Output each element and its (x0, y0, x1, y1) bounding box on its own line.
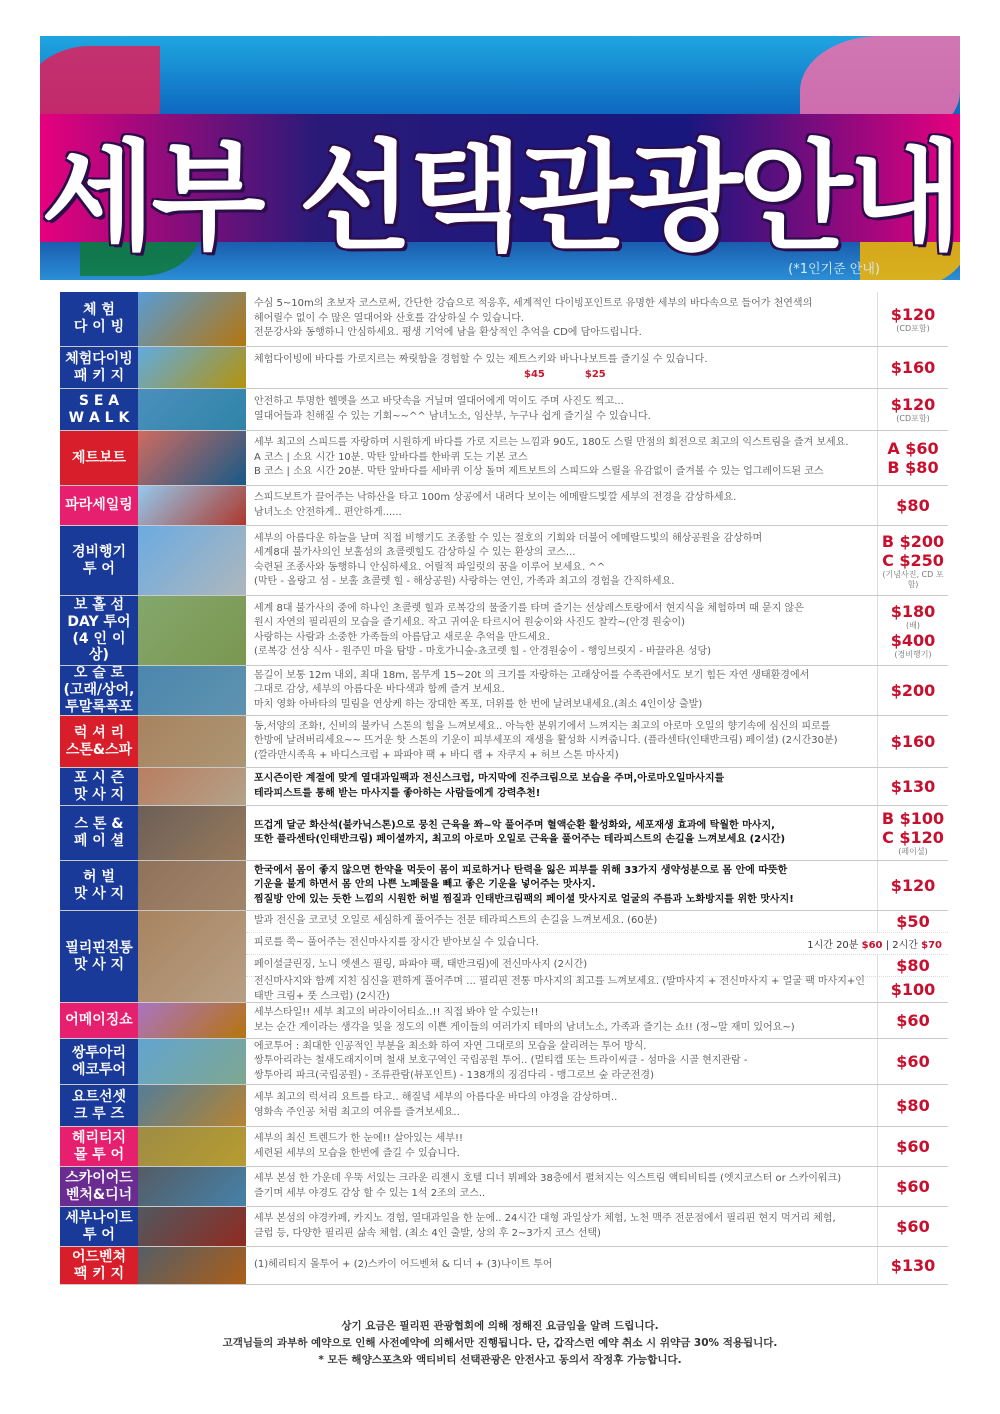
description-line: 세부의 아름다운 하늘을 날며 직접 비행기도 조종할 수 있는 절호의 기회와 더불어 에메랄드빛의 해상공원을 감상하며 (254, 532, 763, 544)
footer-line: * 모든 해양스포츠와 액티비티 선택관광은 안전사고 동의서 작정후 가능합니다. (318, 1353, 682, 1366)
price-cell (878, 389, 948, 430)
description-line: 마치 영화 아바타의 밀림을 연상케 하는 장대한 폭포, 더위를 한 번에 날려보내세요.(최소 4인이상 출발) (254, 698, 703, 710)
price: B $100 (881, 809, 945, 829)
description-line: 열대어들과 친해질 수 있는 기회~~^^ 남녀노소, 임산부, 누구나 쉽게 즐기실 수 있습니다. (254, 410, 651, 422)
price: $130 (890, 1255, 936, 1275)
description-line: 즐기며 세부 야경도 감상 할 수 있는 1석 2조의 코스.. (254, 1187, 486, 1199)
tour-row (60, 716, 948, 768)
tour-photo (138, 1207, 246, 1246)
price: $60 (896, 1010, 930, 1030)
tour-photo (138, 431, 246, 485)
description-line: 세부의 최신 트렌드가 한 눈에!! 살아있는 세부!! (254, 1133, 463, 1144)
tour-photo (138, 486, 246, 525)
description-line: 포시즌이란 계절에 맞게 열대과일팩과 전신스크럽, 마지막에 진주크림으로 보습을 주며,아로마오일마사지를 (254, 773, 725, 784)
description-line: 기운을 불게 하면서 몸 안의 나쁜 노폐물을 빼고 좋은 기운을 넣어주는 맛사지. (254, 879, 596, 891)
tour-photo (138, 806, 246, 860)
tour-photo (138, 347, 246, 388)
tour-photo (138, 526, 246, 595)
tour-row (60, 768, 948, 806)
header-banner (40, 36, 960, 280)
description-line: 테라피스트를 통해 받는 마사지를 좋아하는 사람들에게 강력추천! (254, 787, 541, 799)
tour-description (246, 292, 877, 346)
tour-description (246, 1247, 877, 1284)
massage-option (246, 911, 948, 933)
tour-photo (138, 716, 246, 767)
tour-description (246, 1039, 877, 1084)
description-line: 한방에 날려버리세요~~ 뜨거운 핫 스톤의 기운이 피부세포의 재생을 활성화 시켜줍니다. (플라센타(인태반크림) 페이셜) (2시간30분) (254, 735, 838, 747)
tour-description (246, 486, 877, 525)
tour-description (246, 431, 877, 485)
tour-row (60, 1167, 948, 1207)
price-cell (878, 806, 948, 860)
option-description: 피로를 쭉~ 풀어주는 전신마사지를 장시간 받아보실 수 있습니다. (254, 937, 539, 949)
description-line: 에코투어 : 최대한 인공적인 부분을 최소화 하여 자연 그대로의 모습을 살리려는 투어 방식. (254, 1040, 647, 1052)
description-line: (로복강 선상 식사 - 원주민 마을 탐방 - 마호가니숲-쵸코렛 힐 - 안경원숭이 - 행잉브릿지 - 바끌라욘 성당) (254, 646, 712, 657)
sub-price: $25 (584, 368, 606, 380)
description-line: 쌍투아리 파크(국립공원) - 조류관람(뷰포인트) - 138개의 징검다리 - 맹그로브 숲 라군전경) (254, 1069, 654, 1081)
description-line: 세계8대 불가사의인 보홀섬의 쵸콜렛힐도 감상하실 수 있는 환상의 코스... (254, 547, 576, 558)
tour-photo (138, 389, 246, 430)
tour-photo (138, 292, 246, 346)
tour-row (60, 486, 948, 526)
tour-photo (138, 1039, 246, 1084)
price: C $250 (882, 550, 944, 570)
price-note: (CD포함) (896, 323, 930, 333)
tour-row (60, 1247, 948, 1285)
description-line: 영화속 주인공 처럼 최고의 여유를 즐겨보세요.. (254, 1106, 460, 1118)
tour-photo (138, 1167, 246, 1206)
price-note: (페이셜) (898, 847, 928, 857)
tour-row (60, 806, 948, 861)
description-line: 뜨겁게 달군 화산석(불카닉스톤)으로 뭉친 근육을 쫘~악 풀어주며 혈액순환 활성화와, 세포재생 효과에 탁월한 마사지, (254, 819, 775, 831)
tour-name: 럭 셔 리 스톤&스파 (60, 716, 138, 767)
price-cell (878, 431, 948, 485)
tour-photo (138, 666, 246, 715)
description-line: 숙련된 조종사와 동행하니 안심하세요. 어릴적 파일럿의 꿈을 이루어 보세요. ^^ (254, 561, 606, 573)
price-note: (기념사진, CD 포함) (882, 570, 944, 589)
description-line: 남녀노소 안전하게.. 편안하게...... (254, 506, 402, 518)
tour-name: 보 홀 섬 DAY 투어 (4 인 이 상) (60, 596, 138, 665)
price: $60 (896, 1051, 930, 1071)
footer-line: 상기 요금은 필리핀 관광협회에 의해 정해진 요금임을 알려 드립니다. (341, 1320, 659, 1332)
tour-description (246, 1207, 877, 1246)
price: $60 (861, 940, 883, 951)
duration: 2시간 (892, 940, 918, 951)
tour-name: 필리핀전통 맛 사 지 (60, 911, 138, 1002)
price-cell (878, 1207, 948, 1246)
price-note: (경비행기) (894, 649, 932, 659)
price-cell (878, 1085, 948, 1126)
tour-row (60, 666, 948, 716)
tour-photo (138, 911, 246, 1002)
tour-name: 쌍투아리 에코투어 (60, 1039, 138, 1084)
description-line: 한국에서 몸이 좋지 않으면 한약을 먹듯이 몸이 피로하거나 탄력을 잃은 피부를 위해 33가지 생약성분으로 몸 안에 따뜻한 (254, 864, 788, 876)
price: C $120 (882, 828, 944, 848)
tour-row (60, 596, 948, 666)
description-line: 세부스타일!! 세부 최고의 버라이어티쇼..!! 직접 봐야 알 수있는!! (254, 1007, 539, 1018)
price: $180 (890, 601, 936, 621)
tour-name: 스 톤 & 페 이 셜 (60, 806, 138, 860)
description-line: 세부 최고의 스피드를 자랑하며 시원하게 바다를 가로 지르는 느낌과 90도, 180도 스릴 만점의 회전으로 최고의 익스트림을 즐겨 보세요. (254, 437, 849, 449)
tour-name: S E A W A L K (60, 389, 138, 430)
tour-description (246, 596, 877, 665)
price-note: (배) (906, 620, 920, 630)
price: $120 (890, 875, 936, 895)
tour-row (60, 292, 948, 347)
tour-description (246, 526, 877, 595)
tour-row (60, 1003, 948, 1039)
price: $60 (896, 1216, 930, 1236)
option-description: 전신마사지와 함께 지친 심신을 편하게 풀어주며 ... 필리핀 전통 마사지의 최고를 느껴보세요. (발마사지 + 전신마사지 + 얼굴 팩 마사지+인태반 크림+ 풋 스크럽) (2시간) (254, 976, 865, 1002)
sub-price: $45 (524, 368, 545, 380)
description-line: 사랑하는 사람과 소중한 가족들의 아름답고 새로운 추억을 만드세요. (254, 631, 550, 643)
tour-row (60, 1127, 948, 1167)
description-line: 세계 8대 불가사의 중에 하나인 초콜렛 힐과 로복강의 물줄기를 타며 즐기는 선상레스토랑에서 현지식을 체험하며 때 묻지 않은 (254, 602, 804, 614)
tour-row (60, 347, 948, 389)
description-line: 동,서양의 조화!, 신비의 불카닉 스톤의 힘을 느껴보세요.. 아늑한 분위기에서 느껴지는 최고의 아로마 오일의 향기속에 심신의 피로를 (254, 720, 831, 732)
price-cell (878, 486, 948, 525)
description-line: 세부 본섬 한 가운데 우뚝 서있는 크라운 리젠시 호텔 디너 뷔페와 38층에서 펼쳐지는 익스트림 액티비티를 (엣지코스터 or 스카이워크) (254, 1173, 842, 1184)
tour-name: 체험다이빙 패 키 지 (60, 347, 138, 388)
price-cell (878, 861, 948, 910)
description-line: 안전하고 투명한 헬멧을 쓰고 바닷속을 거닐며 열대어에게 먹이도 주며 사진도 찍고... (254, 396, 624, 407)
tour-name: 요트선셋 크 루 즈 (60, 1085, 138, 1126)
price: $120 (890, 395, 936, 415)
tour-description (246, 768, 877, 805)
price: $80 (896, 1095, 930, 1115)
tour-row (60, 431, 948, 486)
tour-name: 스카이어드 벤처&디너 (60, 1167, 138, 1206)
description-line: 전문강사와 동행하니 안심하세요. 평생 기억에 남을 환상적인 추억을 CD에 담아드립니다. (254, 327, 642, 339)
price-cell (878, 1003, 948, 1038)
tour-description (246, 716, 877, 767)
tour-description (246, 347, 877, 388)
description-line: B 코스 | 소요 시간 20분. 막탄 앞바다를 세바퀴 이상 돌며 제트보트의 스피드와 스릴을 유감없이 즐겨볼 수 있는 업그레이드된 코스 (254, 466, 824, 478)
tour-row (60, 1039, 948, 1085)
tour-name: 파라세일링 (60, 486, 138, 525)
price: $120 (890, 304, 936, 324)
price-cell (878, 596, 948, 665)
price-cell (878, 768, 948, 805)
tour-description (246, 1003, 877, 1038)
footer-line: 고객님들의 과부하 예약으로 인해 사전예약에 의해서만 진행됩니다. 단, 갑작스런 예약 취소 시 위약금 30% 적용됩니다. (222, 1336, 778, 1349)
description-line: 또한 플라센타(인태반크림) 페이셜까지, 최고의 아로마 오일로 근육을 풀어주는 테라피스트의 손길을 느껴보세요 (2시간) (254, 834, 786, 845)
tour-name: 어메이징쇼 (60, 1003, 138, 1038)
duration: 1시간 20분 (807, 940, 859, 951)
price: $50 (896, 911, 930, 931)
description-line: 세부 본섬의 야경카페, 카지노 경험, 열대과일을 한 눈에.. 24시간 대형 과일상가 체험, 노천 맥주 전문점에서 필리핀 현지 먹거리 체험, (254, 1213, 836, 1224)
tour-photo (138, 861, 246, 910)
price-note: (CD포함) (896, 414, 930, 424)
massage-options (246, 911, 948, 1002)
price: $60 (896, 1176, 930, 1196)
massage-option (246, 933, 948, 955)
price: $400 (890, 630, 936, 650)
page-subtitle: (*1인기준 안내) (788, 262, 880, 277)
description-line: 체험다이빙에 바다를 가로지르는 짜릿함을 경험할 수 있는 제트스키와 바나나보트를 즐기실 수 있습니다. (254, 354, 708, 365)
price: $70 (921, 940, 942, 951)
price: B $200 (881, 531, 945, 551)
tour-photo (138, 1085, 246, 1126)
description-line: 세부 최고의 럭셔리 요트를 타고.. 해질녘 세부의 아름다운 바다의 야경을 감상하며.. (254, 1092, 618, 1103)
description-line: 그대로 감상, 세부의 아름다운 바다색과 함께 즐겨 보세요. (254, 684, 505, 696)
tour-name: 허 벌 맛 사 지 (60, 861, 138, 910)
tour-photo (138, 1003, 246, 1038)
duration-prices: 1시간 20분 $60 | 2시간 $70 (807, 940, 942, 951)
price-cell (878, 716, 948, 767)
price: $80 (896, 955, 930, 975)
massage-option (246, 977, 948, 1002)
price-cell (878, 666, 948, 715)
price: $130 (890, 776, 936, 796)
price-cell (878, 292, 948, 346)
description-line: 헤어릴수 없이 수 많은 열대어와 산호를 감상하실 수 있습니다. (254, 312, 525, 324)
description-line: 스피드보트가 끌어주는 낙하산을 타고 100m 상공에서 내려다 보이는 에메랄드빛깔 세부의 전경을 감상하세요. (254, 492, 737, 503)
tour-description (246, 666, 877, 715)
tour-name: 오 슬 로 (고래/상어, 투말록폭포 (60, 666, 138, 715)
description-line: 수심 5~10m의 초보자 코스로써, 간단한 강습으로 적응후, 세계적인 다이빙포인트로 유명한 세부의 바다속으로 들어가 천연색의 (254, 298, 813, 310)
price-cell (878, 1167, 948, 1206)
tour-list (60, 292, 948, 1285)
tour-description (246, 861, 877, 910)
description-line: 클럽 등, 다양한 필리핀 삶속 체험. (최소 4인 출발, 상의 후 2~3가지 코스 선택) (254, 1227, 601, 1239)
tour-photo (138, 768, 246, 805)
tour-name: 체 험 다 이 빙 (60, 292, 138, 346)
description-line: (막탄 - 올랑고 섬 - 보홀 쵸콜렛 힐 - 해상공원) 사랑하는 연인, 가족과 최고의 경험을 간직하세요. (254, 576, 675, 587)
tour-name: 세부나이트 투 어 (60, 1207, 138, 1246)
tour-name: 경비행기 투 어 (60, 526, 138, 595)
price: $160 (890, 731, 936, 751)
tour-photo (138, 1247, 246, 1284)
description-line: (깔라만시족욕 + 바디스크럽 + 파파야 팩 + 바디 랩 + 자쿠지 + 허브 스톤 마사지) (254, 749, 619, 761)
page-title: 세부 선택관광안내 (41, 128, 959, 266)
tour-photo (138, 1127, 246, 1166)
tour-row (60, 861, 948, 911)
tour-row (60, 389, 948, 431)
description-line: 몸길이 보통 12m 내외, 최대 18m, 몸무게 15~20t 의 크기를 자랑하는 고래상어를 수족관에서도 보기 힘든 자연 생태환경에서 (254, 669, 810, 681)
description-line: (1)헤리티지 몰투어 + (2)스카이 어드벤쳐 & 디너 + (3)나이트 투어 (254, 1259, 553, 1271)
tour-name: 제트보트 (60, 431, 138, 485)
price-cell (878, 1127, 948, 1166)
price-cell (878, 1039, 948, 1084)
footer-notes (0, 1318, 1000, 1368)
tour-description (246, 1085, 877, 1126)
tour-row (60, 911, 948, 1003)
tour-name: 어드벤쳐 팩 키 지 (60, 1247, 138, 1284)
tour-description (246, 1167, 877, 1206)
price-cell (878, 1247, 948, 1284)
price: $100 (890, 979, 936, 999)
option-description: 페이셜클린징, 노니 엣센스 필링, 파파야 팩, 태반크림)에 전신마사지 (2시간) (254, 959, 588, 971)
option-description: 발과 전신을 코코넛 오일로 세심하게 풀어주는 전문 테라피스트의 손길을 느껴보세요. (60분) (254, 915, 658, 927)
price: $80 (896, 495, 930, 515)
price-cell (878, 526, 948, 595)
tour-name: 헤리티지 몰 투 어 (60, 1127, 138, 1166)
price: A $60 (887, 438, 939, 458)
description-line: 쌍투아리라는 철새도래지이며 철새 보호구역인 국립공원 투어.. (멀티캡 또는 트라이씨클 - 섬마을 시골 현지관람 - (254, 1055, 748, 1067)
description-line: 찜질방 안에 있는 듯한 느낌의 시원한 허벌 찜질과 인태반크림팩의 페이셜 맛사지로 얼굴의 주름과 노화방지를 위한 맛사지! (254, 893, 794, 905)
price: $60 (896, 1136, 930, 1156)
price: $200 (890, 680, 936, 700)
tour-row (60, 526, 948, 596)
tour-description (246, 806, 877, 860)
description-line: A 코스 | 소요 시간 10분. 막탄 앞바다를 한바퀴 도는 기본 코스 (254, 451, 528, 463)
tour-row (60, 1207, 948, 1247)
description-line: 원시 자연의 필리핀의 모습을 즐기세요. 작고 귀여운 타르시어 원숭이와 사진도 찰칵~(안경 원숭이) (254, 617, 686, 628)
tour-description (246, 389, 877, 430)
tour-row (60, 1085, 948, 1127)
price: $160 (890, 357, 936, 377)
description-line: 보는 순간 게이라는 생각을 잊을 정도의 이쁜 게이들의 여러가지 테마의 남녀노소, 가족과 즐기는 쇼!! (정~말 재미 있어요~) (254, 1021, 795, 1033)
tour-name: 포 시 즌 맛 사 지 (60, 768, 138, 805)
tour-photo (138, 596, 246, 665)
description-line: 세련된 세부의 모습을 한번에 즐길 수 있습니다. (254, 1147, 460, 1159)
price: B $80 (887, 458, 939, 477)
price-cell (878, 347, 948, 388)
tour-description (246, 1127, 877, 1166)
